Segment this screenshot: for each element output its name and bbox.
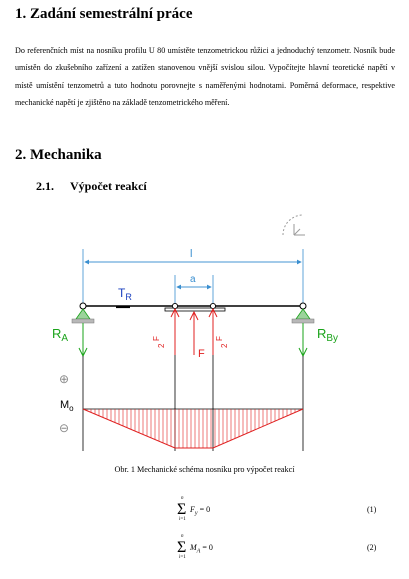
sum-symbol-icon: Σ — [177, 539, 187, 556]
section-1-paragraph: Do referenčních míst na nosníku profilu U 80 umístěte tenzometrickou růžici a jednoduchý tenzometr. Nosník bude umístěn do zkušebního zařízení a zatížen stanovenou vnější svislou silou. Vypočítejte hlavní teoretické napětí v místě umístění tenzometrů a tuto hodnotu porovnejte s naměřenými hodnotami. Poměrná deformace, respektive mechanické napětí je zjištěno na základě tenzometrického měření. — [15, 46, 395, 107]
sum-lower-limit: i=1 — [179, 555, 186, 560]
equation-number: (1) — [367, 505, 377, 514]
dimension-l-label: l — [190, 248, 193, 260]
subsection-title: Výpočet reakcí — [70, 179, 147, 193]
subsection-heading — [36, 179, 147, 194]
negative-sign-icon: ⊖ — [59, 421, 70, 435]
equation-number: (2) — [367, 543, 377, 552]
subsection-number: 2.1. — [36, 179, 54, 193]
svg-text:2: 2 — [157, 343, 166, 348]
sum-lower-limit: i=1 — [179, 517, 186, 522]
moment-diagram — [83, 409, 303, 448]
beam-diagram — [0, 205, 409, 460]
strain-gauge-label: $T_R$ — [118, 286, 132, 302]
equation-1 — [0, 497, 409, 525]
reaction-a-label: $R_A$ — [52, 326, 69, 344]
dimension-a-label: a — [190, 274, 196, 285]
load-arrow-total — [190, 312, 198, 355]
load-total-label: F — [198, 348, 205, 360]
load-half-right-label — [215, 336, 229, 348]
svg-text:F: F — [215, 336, 224, 341]
equation-term: $F_y = 0$ — [190, 505, 211, 517]
svg-text:2: 2 — [220, 343, 229, 348]
projection-lines — [83, 355, 303, 451]
load-half-left-label — [152, 336, 166, 348]
figure-caption: Obr. 1 Mechanické schéma nosníku pro výpočet reakcí — [114, 465, 295, 474]
reaction-arrow-b — [299, 323, 307, 356]
equation-term: $M_A = 0$ — [190, 543, 213, 555]
load-point-right — [210, 303, 215, 308]
moment-label: $M_o$ — [60, 399, 74, 413]
load-arrow-left — [171, 309, 179, 355]
section-1-heading: 1. Zadání semestrální práce — [15, 6, 193, 22]
sum-upper-limit: n — [181, 496, 184, 501]
sum-symbol-icon: Σ — [177, 501, 187, 518]
svg-text:F: F — [152, 336, 161, 341]
positive-sign-icon: ⊕ — [59, 372, 70, 386]
reaction-b-label: $R_{By}$ — [317, 326, 339, 344]
equation-2 — [0, 535, 409, 563]
section-2-heading: 2. Mechanika — [15, 147, 102, 163]
reaction-arrow-a — [79, 323, 87, 356]
sum-upper-limit: n — [181, 534, 184, 539]
load-point-left — [172, 303, 177, 308]
load-arrow-right — [209, 309, 217, 355]
coordinate-axes-icon — [283, 215, 305, 235]
